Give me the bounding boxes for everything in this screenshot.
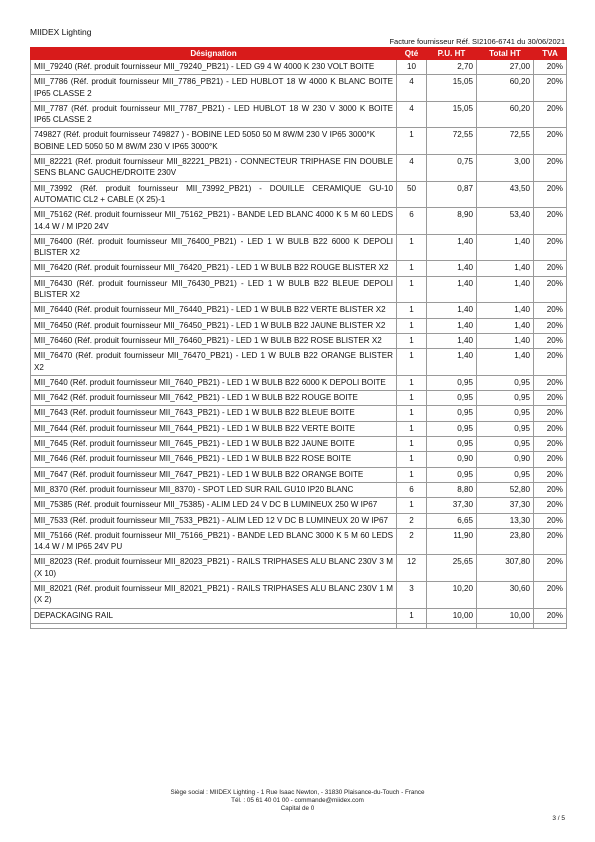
cell-total: 10,00: [477, 608, 534, 623]
empty-cell: [397, 623, 427, 628]
cell-unit-price: 2,70: [427, 60, 477, 75]
cell-qty: 2: [397, 528, 427, 555]
table-row: [31, 261, 567, 276]
table-row: [31, 333, 567, 348]
table-row: [31, 349, 567, 376]
table-row: [31, 437, 567, 452]
cell-qty: 1: [397, 406, 427, 421]
footer-capital: Capital de 0: [280, 805, 315, 813]
empty-cell: [477, 623, 534, 628]
column-header-vat: TVA: [534, 48, 567, 60]
page-footer: [0, 789, 595, 814]
cell-unit-price: 0,90: [427, 452, 477, 467]
cell-total: 53,40: [477, 208, 534, 235]
cell-total: 60,20: [477, 101, 534, 128]
cell-qty: 50: [397, 181, 427, 208]
cell-unit-price: 1,40: [427, 261, 477, 276]
footer-contact: Tél. : 05 61 40 01 00 - commande@miidex.com: [231, 797, 364, 805]
cell-total: 0,95: [477, 391, 534, 406]
cell-designation: MII_7533 (Réf. produit fournisseur MII_7533_PB21) - ALIM LED 12 V DC B LUMINEUX 20 W IP67: [31, 513, 397, 528]
cell-qty: 1: [397, 421, 427, 436]
cell-qty: 1: [397, 128, 427, 155]
cell-vat: 20%: [534, 452, 567, 467]
cell-designation: DEPACKAGING RAIL: [31, 608, 397, 623]
table-row: [31, 581, 567, 608]
cell-qty: 3: [397, 581, 427, 608]
column-header-total: Total HT: [477, 48, 534, 60]
table-header-row: [31, 48, 567, 60]
cell-vat: 20%: [534, 528, 567, 555]
table-row: [31, 303, 567, 318]
cell-qty: 1: [397, 303, 427, 318]
cell-vat: 20%: [534, 276, 567, 303]
cell-designation: MII_7643 (Réf. produit fournisseur MII_7643_PB21) - LED 1 W BULB B22 BLEUE BOITE: [31, 406, 397, 421]
cell-unit-price: 15,05: [427, 101, 477, 128]
cell-designation: MII_82023 (Réf. produit fournisseur MII_82023_PB21) - RAILS TRIPHASES ALU BLANC 230V 3 M (X 10): [31, 555, 397, 582]
table-row: [31, 60, 567, 75]
cell-qty: 1: [397, 608, 427, 623]
cell-vat: 20%: [534, 467, 567, 482]
cell-qty: 1: [397, 349, 427, 376]
cell-designation: MII_76440 (Réf. produit fournisseur MII_76440_PB21) - LED 1 W BULB B22 VERTE BLISTER X2: [31, 303, 397, 318]
table-row: [31, 234, 567, 261]
cell-vat: 20%: [534, 155, 567, 182]
cell-total: 60,20: [477, 75, 534, 102]
cell-vat: 20%: [534, 261, 567, 276]
cell-total: 37,30: [477, 498, 534, 513]
cell-designation: MII_75385 (Réf. produit fournisseur MII_75385) - ALIM LED 24 V DC B LUMINEUX 250 W IP67: [31, 498, 397, 513]
cell-designation: MII_7647 (Réf. produit fournisseur MII_7647_PB21) - LED 1 W BULB B22 ORANGE BOITE: [31, 467, 397, 482]
cell-designation: MII_76460 (Réf. produit fournisseur MII_76460_PB21) - LED 1 W BULB B22 ROSE BLISTER X2: [31, 333, 397, 348]
table-row: [31, 513, 567, 528]
table-row: [31, 482, 567, 497]
cell-vat: 20%: [534, 406, 567, 421]
cell-vat: 20%: [534, 181, 567, 208]
cell-vat: 20%: [534, 375, 567, 390]
cell-designation: MII_82221 (Réf. produit fournisseur MII_82221_PB21) - CONNECTEUR TRIPHASE FIN DOUBLE SENS BLANC GAUCHE/DROITE 230V: [31, 155, 397, 182]
footer-address: Siège social : MIIDEX Lighting - 1 Rue Isaac Newton, - 31830 Plaisance-du-Touch - France: [170, 789, 425, 796]
cell-total: 43,50: [477, 181, 534, 208]
empty-cell: [427, 623, 477, 628]
cell-qty: 4: [397, 155, 427, 182]
cell-designation: MII_79240 (Réf. produit fournisseur MII_79240_PB21) - LED G9 4 W 4000 K 230 VOLT BOITE: [31, 60, 397, 75]
column-header-designation: Désignation: [31, 48, 397, 60]
table-row: [31, 75, 567, 102]
cell-vat: 20%: [534, 421, 567, 436]
cell-vat: 20%: [534, 555, 567, 582]
table-row: [31, 608, 567, 623]
cell-unit-price: 1,40: [427, 234, 477, 261]
cell-designation: MII_76430 (Réf. produit fournisseur MII_76430_PB21) - LED 1 W BULB B22 BLEUE DEPOLI BLISTER X2: [31, 276, 397, 303]
cell-total: 1,40: [477, 276, 534, 303]
cell-vat: 20%: [534, 128, 567, 155]
column-header-qty: Qté: [397, 48, 427, 60]
cell-designation: MII_75166 (Réf. produit fournisseur MII_75166_PB21) - BANDE LED BLANC 3000 K 5 M 60 LEDS 14.4 W / M IP65 24V PU: [31, 528, 397, 555]
column-header-unit-price: P.U. HT: [427, 48, 477, 60]
cell-qty: 2: [397, 513, 427, 528]
table-row: [31, 555, 567, 582]
table-row: [31, 375, 567, 390]
cell-qty: 4: [397, 75, 427, 102]
cell-total: 0,95: [477, 375, 534, 390]
cell-qty: 6: [397, 208, 427, 235]
cell-unit-price: 0,95: [427, 375, 477, 390]
cell-total: 0,95: [477, 437, 534, 452]
cell-unit-price: 0,95: [427, 391, 477, 406]
table-row: [31, 128, 567, 155]
cell-unit-price: 1,40: [427, 349, 477, 376]
cell-total: 1,40: [477, 333, 534, 348]
cell-designation: MII_8370 (Réf. produit fournisseur MII_8370) - SPOT LED SUR RAIL GU10 IP20 BLANC: [31, 482, 397, 497]
table-row: [31, 452, 567, 467]
cell-total: 3,00: [477, 155, 534, 182]
cell-designation: MII_7645 (Réf. produit fournisseur MII_7645_PB21) - LED 1 W BULB B22 JAUNE BOITE: [31, 437, 397, 452]
table-row: [31, 528, 567, 555]
cell-qty: 12: [397, 555, 427, 582]
cell-total: 52,80: [477, 482, 534, 497]
cell-vat: 20%: [534, 608, 567, 623]
cell-unit-price: 1,40: [427, 333, 477, 348]
cell-qty: 1: [397, 467, 427, 482]
cell-unit-price: 0,87: [427, 181, 477, 208]
cell-total: 0,95: [477, 467, 534, 482]
cell-total: 72,55: [477, 128, 534, 155]
cell-unit-price: 8,90: [427, 208, 477, 235]
cell-unit-price: 15,05: [427, 75, 477, 102]
cell-qty: 1: [397, 333, 427, 348]
cell-total: 307,80: [477, 555, 534, 582]
cell-vat: 20%: [534, 498, 567, 513]
cell-designation: MII_7787 (Réf. produit fournisseur MII_7787_PB21) - LED HUBLOT 18 W 230 V 3000 K BOITE IP65 CLASSE 2: [31, 101, 397, 128]
cell-total: 0,95: [477, 421, 534, 436]
cell-qty: 1: [397, 452, 427, 467]
cell-unit-price: 0,95: [427, 421, 477, 436]
cell-unit-price: 37,30: [427, 498, 477, 513]
cell-qty: 1: [397, 375, 427, 390]
cell-designation: MII_7786 (Réf. produit fournisseur MII_7786_PB21) - LED HUBLOT 18 W 4000 K BLANC BOITE IP65 CLASSE 2: [31, 75, 397, 102]
cell-vat: 20%: [534, 581, 567, 608]
cell-unit-price: 8,80: [427, 482, 477, 497]
cell-designation: MII_75162 (Réf. produit fournisseur MII_75162_PB21) - BANDE LED BLANC 4000 K 5 M 60 LEDS 14.4 W / M IP20 24V: [31, 208, 397, 235]
cell-unit-price: 0,95: [427, 406, 477, 421]
cell-unit-price: 25,65: [427, 555, 477, 582]
table-row: [31, 406, 567, 421]
empty-cell: [534, 623, 567, 628]
cell-unit-price: 6,65: [427, 513, 477, 528]
cell-unit-price: 0,95: [427, 467, 477, 482]
cell-designation: MII_82021 (Réf. produit fournisseur MII_82021_PB21) - RAILS TRIPHASES ALU BLANC 230V 1 M (X 2): [31, 581, 397, 608]
cell-designation: MII_7644 (Réf. produit fournisseur MII_7644_PB21) - LED 1 W BULB B22 VERTE BOITE: [31, 421, 397, 436]
cell-qty: 10: [397, 60, 427, 75]
page-number: 3 / 5: [552, 815, 565, 822]
invoice-lines-table: [30, 47, 567, 629]
cell-unit-price: 11,90: [427, 528, 477, 555]
cell-qty: 1: [397, 234, 427, 261]
cell-vat: 20%: [534, 482, 567, 497]
cell-designation: MII_7640 (Réf. produit fournisseur MII_7640_PB21) - LED 1 W BULB B22 6000 K DEPOLI BOITE: [31, 375, 397, 390]
empty-cell: [31, 623, 397, 628]
cell-vat: 20%: [534, 234, 567, 261]
table-row: [31, 318, 567, 333]
table-row: [31, 421, 567, 436]
cell-qty: 1: [397, 391, 427, 406]
cell-vat: 20%: [534, 391, 567, 406]
cell-vat: 20%: [534, 208, 567, 235]
cell-total: 13,30: [477, 513, 534, 528]
table-row-empty: [31, 623, 567, 628]
cell-unit-price: 1,40: [427, 276, 477, 303]
cell-total: 1,40: [477, 318, 534, 333]
cell-designation: MII_76470 (Réf. produit fournisseur MII_76470_PB21) - LED 1 W BULB B22 ORANGE BLISTER X2: [31, 349, 397, 376]
cell-designation: MII_76420 (Réf. produit fournisseur MII_76420_PB21) - LED 1 W BULB B22 ROUGE BLISTER X2: [31, 261, 397, 276]
cell-total: 1,40: [477, 303, 534, 318]
cell-vat: 20%: [534, 101, 567, 128]
table-row: [31, 101, 567, 128]
cell-qty: 1: [397, 318, 427, 333]
cell-unit-price: 10,00: [427, 608, 477, 623]
table-row: [31, 391, 567, 406]
cell-designation: MII_7646 (Réf. produit fournisseur MII_7646_PB21) - LED 1 W BULB B22 ROSE BOITE: [31, 452, 397, 467]
cell-designation: MII_76450 (Réf. produit fournisseur MII_76450_PB21) - LED 1 W BULB B22 JAUNE BLISTER X2: [31, 318, 397, 333]
cell-qty: 1: [397, 261, 427, 276]
cell-unit-price: 0,95: [427, 437, 477, 452]
cell-unit-price: 10,20: [427, 581, 477, 608]
cell-vat: 20%: [534, 349, 567, 376]
cell-total: 1,40: [477, 349, 534, 376]
cell-vat: 20%: [534, 318, 567, 333]
cell-total: 1,40: [477, 261, 534, 276]
cell-qty: 6: [397, 482, 427, 497]
cell-qty: 4: [397, 101, 427, 128]
table-row: [31, 467, 567, 482]
company-name: MIIDEX Lighting: [30, 27, 92, 37]
cell-vat: 20%: [534, 60, 567, 75]
cell-designation: MII_76400 (Réf. produit fournisseur MII_76400_PB21) - LED 1 W BULB B22 6000 K DEPOLI BLISTER X2: [31, 234, 397, 261]
cell-total: 1,40: [477, 234, 534, 261]
cell-total: 0,90: [477, 452, 534, 467]
cell-vat: 20%: [534, 75, 567, 102]
table-row: [31, 498, 567, 513]
cell-qty: 1: [397, 498, 427, 513]
cell-designation: MII_73992 (Réf. produit fournisseur MII_73992_PB21) - DOUILLE CERAMIQUE GU-10 AUTOMATIC CL2 + CABLE (X 25)-1: [31, 181, 397, 208]
cell-designation: 749827 (Réf. produit fournisseur 749827 ) - BOBINE LED 5050 50 M 8W/M 230 V IP65 3000°K BOBINE LED 5050 50 M 8W/M 230 V IP65 3000°K: [31, 128, 397, 155]
cell-qty: 1: [397, 276, 427, 303]
cell-vat: 20%: [534, 513, 567, 528]
cell-unit-price: 0,75: [427, 155, 477, 182]
invoice-reference: Facture fournisseur Réf. SI2106-6741 du 30/06/2021: [389, 37, 565, 46]
cell-total: 30,60: [477, 581, 534, 608]
cell-total: 0,95: [477, 406, 534, 421]
table-row: [31, 181, 567, 208]
cell-qty: 1: [397, 437, 427, 452]
table-row: [31, 276, 567, 303]
cell-unit-price: 1,40: [427, 303, 477, 318]
cell-vat: 20%: [534, 303, 567, 318]
table-row: [31, 155, 567, 182]
cell-vat: 20%: [534, 437, 567, 452]
cell-designation: MII_7642 (Réf. produit fournisseur MII_7642_PB21) - LED 1 W BULB B22 ROUGE BOITE: [31, 391, 397, 406]
cell-vat: 20%: [534, 333, 567, 348]
cell-unit-price: 1,40: [427, 318, 477, 333]
cell-total: 27,00: [477, 60, 534, 75]
cell-total: 23,80: [477, 528, 534, 555]
table-row: [31, 208, 567, 235]
cell-unit-price: 72,55: [427, 128, 477, 155]
